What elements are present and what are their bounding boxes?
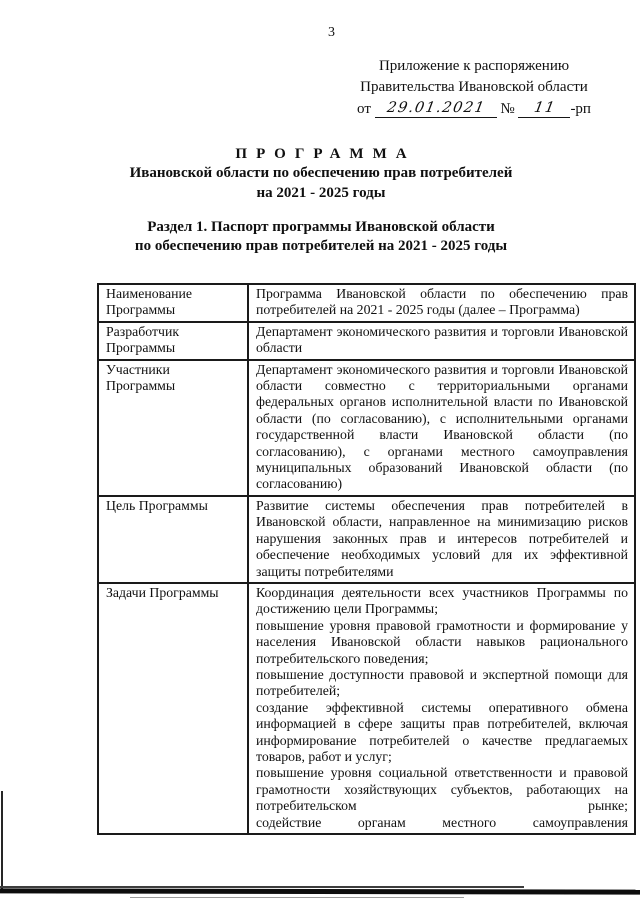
program-title-word: ПРОГРАММА xyxy=(235,146,416,162)
ref-suffix: -рп xyxy=(570,101,591,117)
row-label-cell: Цель Программы xyxy=(98,496,248,583)
table-row-program-name xyxy=(98,284,635,322)
row-value-cell: Департамент экономического развития и торговли Ивановской области совместно с территориальными органами федеральных органов исполнительной власти по Ивановской области (по согласованию), с исполнительными органами государственной власти Ивановской области (по согласованию), с органами местного самоуправления муниципальных образований Ивановской области (по согласованию) xyxy=(248,360,635,496)
date-blank xyxy=(375,102,497,118)
tasks-paragraph: повышение доступности правовой и экспертной помощи для потребителей; xyxy=(256,666,628,699)
tasks-paragraph: Координация деятельности всех участников Программы по достижению цели Программы; xyxy=(256,584,628,617)
number-blank xyxy=(518,102,570,118)
row-value-cell: Программа Ивановской области по обеспечению прав потребителей на 2021 - 2025 годы (далее – Программа) xyxy=(248,284,635,322)
tasks-paragraph: создание эффективной системы оперативного обмена информацией в сфере защиты прав потребителей, включая информирование потребителей о качестве предлагаемых товаров, работ и услуг; xyxy=(256,699,628,764)
table-row-developer xyxy=(98,322,635,360)
row-label-cell: Участники Программы xyxy=(98,360,248,496)
table-row-tasks xyxy=(98,583,635,834)
row-label-cell: Задачи Программы xyxy=(98,583,248,834)
row-value-cell xyxy=(248,583,635,834)
tasks-paragraph: повышение уровня социальной ответственности и правовой грамотности хозяйствующих субъектов, работающих на потребительском рынке; xyxy=(256,765,628,814)
page-number: 3 xyxy=(328,25,335,40)
program-title-line-3: на 2021 - 2025 годы xyxy=(256,184,386,201)
tasks-paragraph: содействие органам местного самоуправления xyxy=(256,814,628,830)
section-title-line-1: Раздел 1. Паспорт программы Ивановской области xyxy=(147,219,495,235)
handwritten-number: 11 xyxy=(532,100,557,116)
handwritten-date: 29.01.2021 xyxy=(385,100,487,116)
section-title-line-2: по обеспечению прав потребителей на 2021 - 2025 годы xyxy=(134,238,508,255)
passport-table xyxy=(97,283,636,835)
scan-artifact-left-edge-line xyxy=(1,791,3,891)
table-row-goal xyxy=(98,496,635,583)
section-title xyxy=(0,218,640,257)
row-value-cell: Развитие системы обеспечения прав потребителей в Ивановской области, направленное на минимизацию рисков нарушения законных прав и интересов потребителей и обеспечение необходимых условий для их эффективной защиты потребителями xyxy=(248,496,635,583)
program-title xyxy=(0,145,640,203)
row-label-cell: Разработчик Программы xyxy=(98,322,248,360)
document-approval-header xyxy=(336,56,612,120)
approval-reference-line xyxy=(336,99,612,120)
tasks-paragraph: повышение уровня правовой грамотности и формирование у населения Ивановской области навыков рационального потребительского поведения; xyxy=(256,617,628,666)
table-row-participants xyxy=(98,360,635,496)
row-value-cell: Департамент экономического развития и торговли Ивановской области xyxy=(248,322,635,360)
approval-line-1: Приложение к распоряжению xyxy=(378,58,570,74)
scan-artifact-bottom-black-bar xyxy=(0,888,640,894)
ref-prefix: от xyxy=(357,101,371,117)
scan-artifact-bottom-gray-line xyxy=(130,897,464,899)
number-sign: № xyxy=(500,101,515,117)
approval-line-2: Правительства Ивановской области xyxy=(360,78,588,95)
row-label-cell: Наименование Программы xyxy=(98,284,248,322)
program-title-line-2: Ивановской области по обеспечению прав потребителей xyxy=(129,165,513,182)
